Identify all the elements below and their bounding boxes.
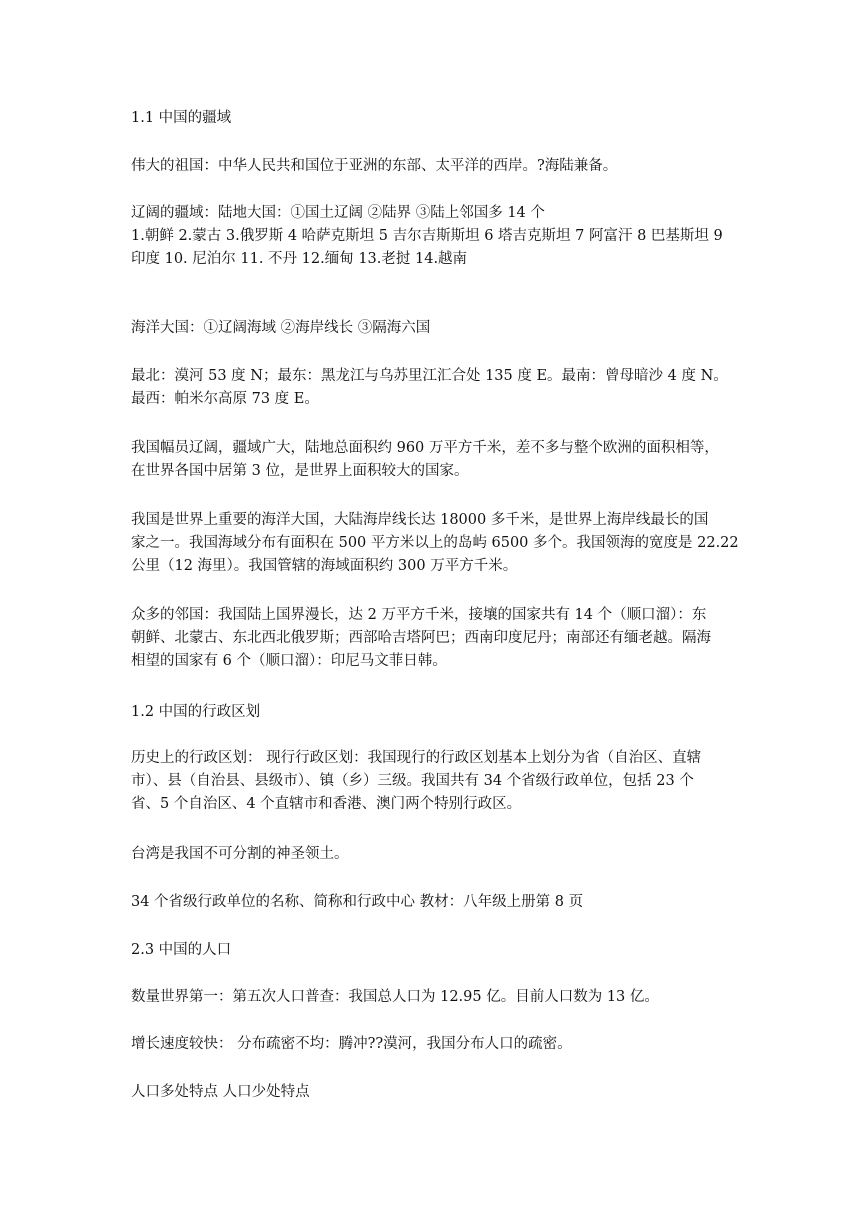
paragraph-maritime: 我国是世界上重要的海洋大国，大陆海岸线长达 18000 多千米，是世界上海岸线最长的国 家之一。我国海域分布有面积在 500 平方米以上的岛屿 6500 多个。我国领海的宽度是 22.22 公里（12 海里）。我国管辖的海域面积约 300 万平方千米。 — [131, 512, 739, 574]
paragraph-population-growth: 增长速度较快： 分布疏密不均：腾冲??漠河，我国分布人口的疏密。 — [131, 1036, 572, 1052]
document-page — [131, 0, 739, 1216]
paragraph-34-units: 34 个省级行政单位的名称、简称和行政中心 教材：八年级上册第 8 页 — [131, 894, 584, 910]
paragraph-admin-division: 历史上的行政区划： 现行行政区划：我国现行的行政区划基本上划分为省（自治区、直辖 市）、县（自治县、县级市）、镇（乡）三级。我国共有 34 个省级行政单位，包括 23 个 省、5 个自治区、4 个直辖市和香港、澳门两个特别行政区。 — [131, 750, 702, 812]
paragraph-population-features: 人口多处特点 人口少处特点 — [131, 1084, 310, 1100]
paragraph-vast-territory: 辽阔的疆域：陆地大国：①国土辽阔 ②陆界 ③陆上邻国多 14 个 1.朝鲜 2.蒙古 3.俄罗斯 4 哈萨克斯坦 5 吉尔吉斯斯坦 6 塔吉克斯坦 7 阿富汗 8 巴基斯坦 9 印度 10. 尼泊尔 11. 不丹 12.缅甸 13.老挝 14.越南 — [131, 205, 723, 267]
paragraph-neighbors: 众多的邻国：我国陆上国界漫长，达 2 万平方千米，接壤的国家共有 14 个（顺口溜）：东 朝鲜、北蒙古、东北西北俄罗斯；西部哈吉塔阿巴；西南印度尼丹；南部还有缅老越。隔海 相望的国家有 6 个（顺口溜）：印尼马文菲日韩。 — [131, 607, 711, 669]
paragraph-ocean-power: 海洋大国：①辽阔海域 ②海岸线长 ③隔海六国 — [131, 320, 431, 336]
section-heading-1-2: 1.2 中国的行政区划 — [131, 704, 261, 720]
paragraph-taiwan: 台湾是我国不可分割的神圣领土。 — [131, 846, 349, 862]
paragraph-extreme-points: 最北：漠河 53 度 N；最东：黑龙江与乌苏里江汇合处 135 度 E。最南：曾母暗沙 4 度 N。 最西：帕米尔高原 73 度 E。 — [131, 368, 728, 407]
section-heading-1-1: 1.1 中国的疆域 — [131, 110, 232, 126]
paragraph-land-area: 我国幅员辽阔，疆域广大，陆地总面积约 960 万平方千米，差不多与整个欧洲的面积相等， 在世界各国中居第 3 位，是世界上面积较大的国家。 — [131, 440, 719, 479]
paragraph-population-count: 数量世界第一：第五次人口普查：我国总人口为 12.95 亿。目前人口数为 13 亿。 — [131, 989, 659, 1005]
paragraph-great-motherland: 伟大的祖国：中华人民共和国位于亚洲的东部、太平洋的西岸。?海陆兼备。 — [131, 158, 618, 174]
section-heading-2-3: 2.3 中国的人口 — [131, 942, 232, 958]
